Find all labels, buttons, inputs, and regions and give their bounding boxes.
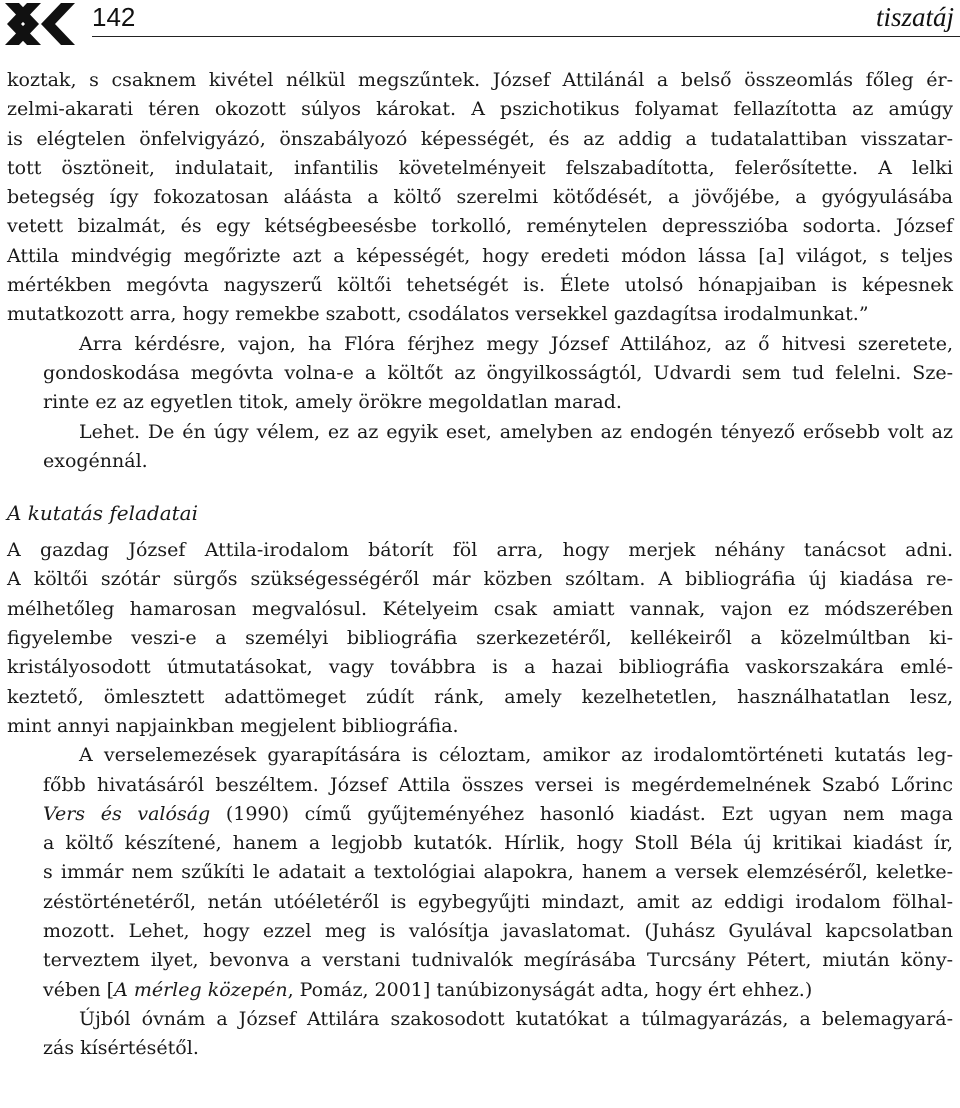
paragraph (7, 418, 953, 477)
paragraph (7, 66, 953, 330)
body-text (7, 66, 953, 1064)
book-title: A mérleg közepén (114, 978, 288, 1001)
paragraph (7, 1005, 953, 1064)
text-line: mélhetőleg hamarosan megvalósul. Kételyeim csak amiatt vannak, vajon ez módszerében (7, 597, 953, 620)
header-rule (92, 36, 960, 37)
running-head: tiszatáj (875, 2, 954, 32)
chevron-marks-icon (5, 3, 79, 45)
text-line: zás kísértésétől. (43, 1037, 199, 1060)
text-line: exogénnál. (43, 449, 148, 472)
text-line: keztető, ömlesztett adattömeget zúdít ránk, amely kezelhetetlen, használhatatlan lesz, (7, 685, 953, 708)
text-line-with-title (7, 976, 953, 1005)
text-line: mértékben megóvta nagyszerű költői tehetségét is. Élete utolsó hónapjaiban is képesnek (7, 274, 953, 297)
text-line: A gazdag József Attila-irodalom bátorít föl arra, hogy merjek néhány tanácsot adni. (7, 539, 953, 562)
text-line: főbb hivatásáról beszéltem. József Attila összes versei is megérdemelnének Szabó Lőrinc (43, 773, 953, 796)
text-line: a költő készítené, hanem a legjobb kutatók. Hírlik, hogy Stoll Béla új kritikai kiadást ír, (43, 832, 953, 855)
text-line: rinte ez az egyetlen titok, amely örökre megoldatlan marad. (43, 391, 622, 414)
text-line: A költői szótár sürgős szükségességéről már közben szóltam. A bibliográfia új kiadása re- (7, 568, 953, 591)
text-line: A verselemezések gyarapítására is céloztam, amikor az irodalomtörténeti kutatás leg- (79, 744, 953, 767)
text-line: mint annyi napjainkban megjelent bibliográfia. (7, 714, 459, 737)
page-header (0, 0, 960, 48)
text-line: Újból óvnám a József Attilára szakosodott kutatókat a túlmagyarázás, a belemagyará- (79, 1007, 953, 1030)
text-line-start: vében [ (43, 978, 115, 1001)
text-line: mozott. Lehet, hogy ezzel meg is valósítja javaslatomat. (Juhász Gyulával kapcsolatban (43, 920, 953, 943)
text-line: gondoskodása megóvta volna-e a költőt az öngyilkosságtól, Udvardi sem tud felelni. Sze- (43, 361, 953, 384)
text-line: betegség így fokozatosan aláásta a költő szerelmi kötődését, a jövőjébe, a gyógyulásába (7, 186, 953, 209)
section-heading: A kutatás feladatai (7, 501, 198, 526)
text-line-rest: (1990) című gyűjteményéhez hasonló kiadást. Ezt ugyan nem maga (210, 802, 953, 825)
text-line: Arra kérdésre, vajon, ha Flóra férjhez megy József Attilához, az ő hitvesi szeretete, (79, 332, 953, 355)
text-line: mutatkozott arra, hogy remekbe szabott, csodálatos versekkel gazdagítsa irodalmunkat.” (7, 303, 869, 326)
text-line: kristályosodott útmutatásokat, vagy továbbra is a hazai bibliográfia vaskorszakára emlé- (7, 656, 953, 679)
text-line: vetett bizalmát, és egy kétségbeesésbe torkolló, reménytelen depresszióba sodorta. József (7, 215, 953, 238)
text-line: figyelembe veszi-e a személyi bibliográfia szerkezetéről, kellékeiről a közelmúltban ki- (7, 627, 953, 650)
text-line: Lehet. De én úgy vélem, ez az egyik eset, amelyben az endogén tényező erősebb volt az (79, 420, 953, 443)
paragraph (7, 330, 953, 418)
paragraph (7, 536, 953, 741)
text-line: koztak, s csaknem kivétel nélkül megszűntek. József Attilánál a belső összeomlás főleg ér- (7, 69, 953, 91)
text-line: Attila mindvégig megőrizte azt a képességét, hogy eredeti módon lássa [a] világot, s teljes (7, 244, 953, 267)
text-line: tott ösztöneit, indulatait, infantilis követelményeit felszabadította, felerősítette. A lelki (7, 156, 953, 179)
text-line: s immár nem szűkíti le adatait a textológiai alapokra, hanem a versek elemzéséről, keletke- (43, 861, 953, 884)
text-line-with-title (7, 800, 953, 829)
paragraph (7, 741, 953, 1005)
text-line: terveztem ilyet, bevonva a verstani tudnivalók megírásába Turcsány Pétert, miután köny- (43, 949, 953, 972)
page-number: 142 (92, 2, 136, 32)
text-line: zelmi-akarati téren okozott súlyos károkat. A pszichotikus folyamat fellazította az amúgy (7, 98, 953, 121)
text-line: zéstörténetéről, netán utóéletéről is egybegyűjti mindazt, amit az eddigi irodalom fölhal- (43, 890, 953, 913)
book-title: Vers és valóság (43, 802, 211, 825)
text-line-rest: , Pomáz, 2001] tanúbizonyságát adta, hogy ért ehhez.) (287, 978, 813, 1001)
text-line: is elégtelen önfelvigyázó, önszabályozó képességét, és az addig a tudatalattiban visszatar- (7, 127, 953, 150)
